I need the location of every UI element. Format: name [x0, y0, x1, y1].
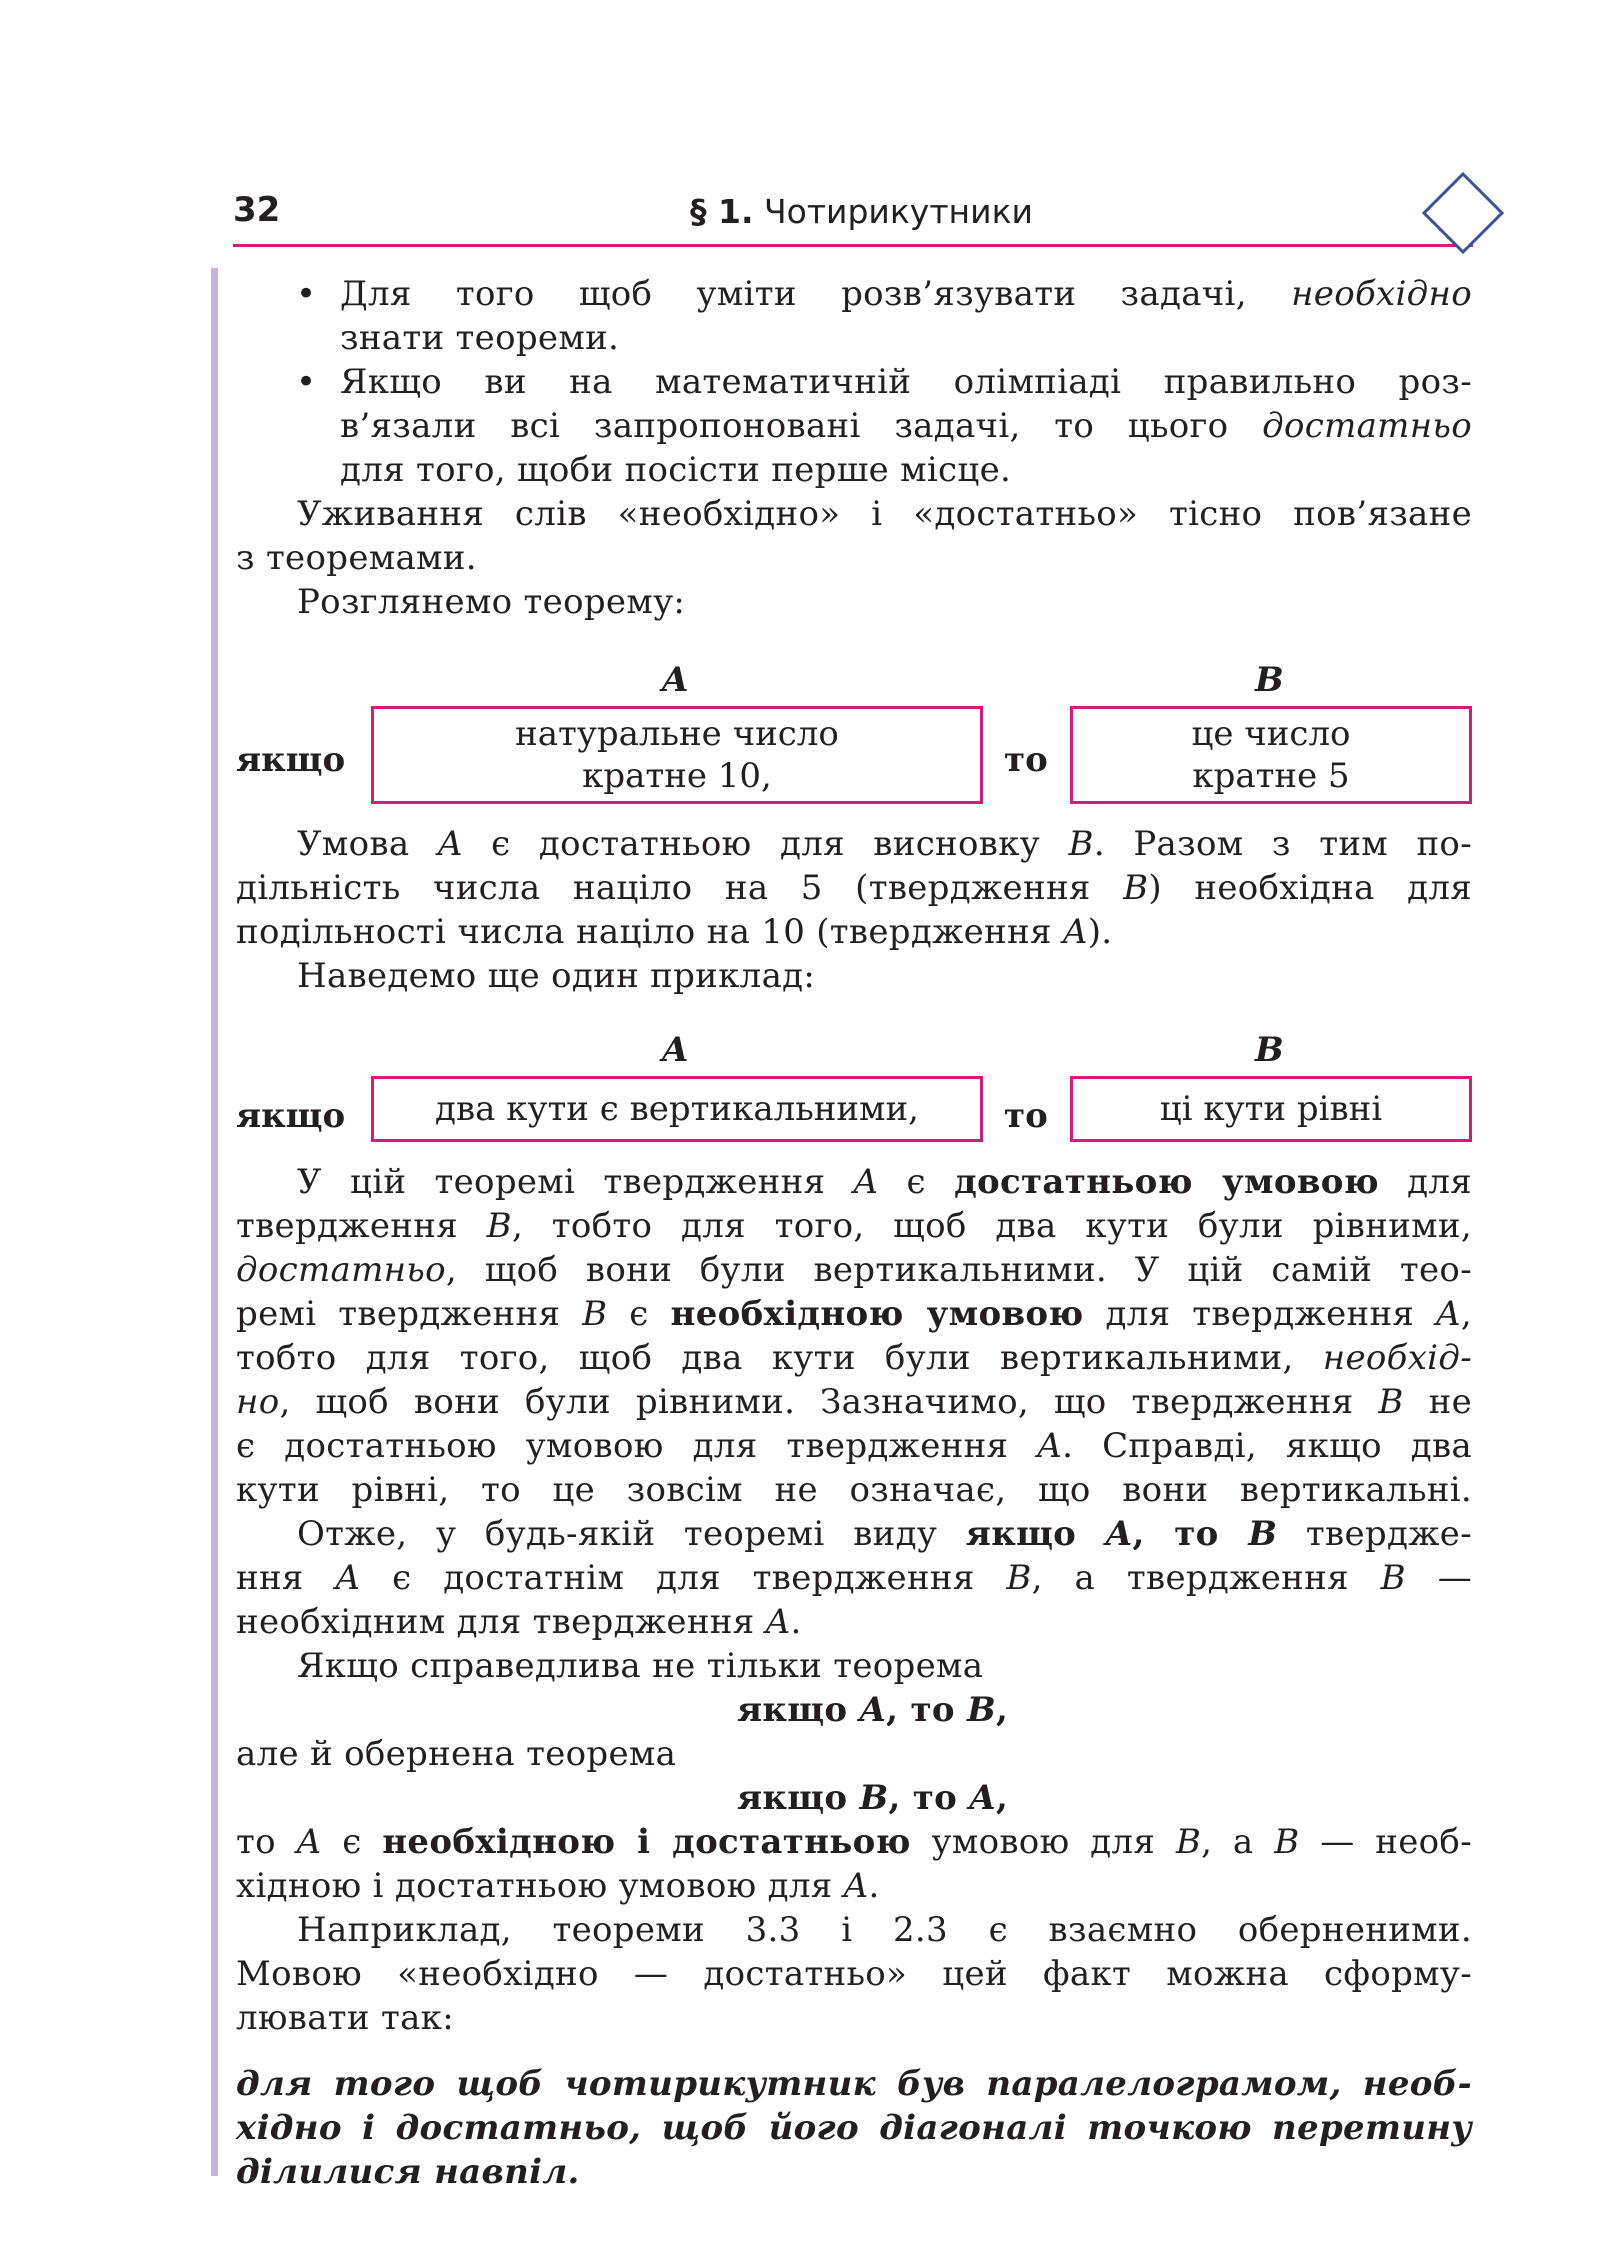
diagram2-label-b: B: [1255, 1030, 1284, 1070]
bullet-2-line-1: Якщо ви на математичній олімпіаді правильно роз-: [340, 362, 1472, 402]
para5-line-1: У цій теоремі твердження A є достатньою умовою для: [297, 1162, 1472, 1202]
bullet-marker: •: [296, 274, 317, 314]
bullet-marker: •: [296, 362, 317, 402]
theorem-converse: якщо B, то A,: [737, 1778, 1009, 1818]
para6-line-3: необхідним для твердження A.: [236, 1602, 802, 1642]
diagram1-label-a: A: [662, 660, 689, 700]
diagram1-label-b: B: [1255, 660, 1284, 700]
diagram2-box-a: два кути є вертикальними,: [371, 1076, 983, 1142]
bullet-1-line-1: Для того щоб уміти розв’язувати задачі, необхідно: [340, 274, 1472, 314]
running-header: [690, 192, 1033, 231]
para5-line-3: достатньо, щоб вони були вертикальними. У цій самій тео-: [236, 1250, 1472, 1290]
para7-line-5: то A є необхідною і достатньою умовою для B, а B — необ-: [236, 1822, 1472, 1862]
para3-line-3: подільності числа націло на 10 (твердження A).: [236, 912, 1113, 952]
bullet-2-line-3: для того, щоби посісти перше місце.: [340, 450, 1012, 490]
diagram2-if: якщо: [236, 1096, 346, 1136]
para8-line-1: Наприклад, теореми 3.3 і 2.3 є взаємно оберненими.: [297, 1910, 1472, 1950]
para3-line-2: дільність числа націло на 5 (твердження B) необхідна для: [236, 868, 1472, 908]
diamond-outline-icon: [1420, 170, 1506, 256]
para6-line-1: Отже, у будь-якій теоремі виду якщо A, то B твердже-: [297, 1514, 1472, 1554]
conclusion-line-3: ділилися навпіл.: [236, 2152, 580, 2192]
para5-line-2: твердження B, тобто для того, щоб два кути були рівними,: [236, 1206, 1472, 1246]
diagram1-box-b: це число кратне 5: [1070, 706, 1472, 804]
diagram2-then: то: [1004, 1096, 1048, 1136]
section-title: Чотирикутники: [764, 192, 1033, 231]
para1-line-2: з теоремами.: [236, 538, 477, 578]
diagram1-if: якщо: [236, 740, 346, 780]
para5-line-7: є достатньою умовою для твердження A. Справді, якщо два: [236, 1426, 1472, 1466]
diagram1-then: то: [1004, 740, 1048, 780]
diagram1-box-a: натуральне число кратне 10,: [371, 706, 983, 804]
para6-line-2: ння A є достатнім для твердження B, а твердження B —: [236, 1558, 1472, 1598]
header-rule: [233, 244, 1473, 247]
para7-line-6: хідною і достатньою умовою для A.: [236, 1866, 880, 1906]
section-mark: § 1.: [690, 192, 754, 231]
para4: Наведемо ще один приклад:: [297, 956, 816, 996]
diagram2-label-a: A: [662, 1030, 689, 1070]
para1-line-1: Уживання слів «необхідно» і «достатньо» тісно пов’язане: [297, 494, 1472, 534]
para7-line-3: але й обернена теорема: [236, 1734, 677, 1774]
bullet-1-line-2: знати теореми.: [340, 318, 620, 358]
diagram2-box-b: ці кути рівні: [1070, 1076, 1472, 1142]
para2: Розглянемо теорему:: [297, 582, 686, 622]
margin-bar: [211, 268, 218, 2176]
para5-line-6: но, щоб вони були рівними. Зазначимо, що твердження B не: [236, 1382, 1472, 1422]
para5-line-4: ремі твердження B є необхідною умовою для твердження A,: [236, 1294, 1473, 1334]
para3-line-1: Умова A є достатньою для висновку B. Разом з тим по-: [297, 824, 1472, 864]
conclusion-line-2: хідно і достатньо, щоб його діагоналі точкою перетину: [236, 2108, 1472, 2148]
page-number: 32: [233, 190, 281, 230]
para8-line-3: лювати так:: [236, 1998, 454, 2038]
theorem-direct: якщо A, то B,: [737, 1690, 1009, 1730]
para5-line-8: кути рівні, то це зовсім не означає, що вони вертикальні.: [236, 1470, 1472, 1510]
conclusion-line-1: для того щоб чотирикутник був паралелограмом, необ-: [236, 2064, 1472, 2104]
para5-line-5: тобто для того, щоб два кути були вертикальними, необхід-: [236, 1338, 1472, 1378]
para8-line-2: Мовою «необхідно — достатньо» цей факт можна сформу-: [236, 1954, 1472, 1994]
bullet-2-line-2: в’язали всі запропоновані задачі, то цього достатньо: [340, 406, 1472, 446]
para7-line-1: Якщо справедлива не тільки теорема: [297, 1646, 984, 1686]
